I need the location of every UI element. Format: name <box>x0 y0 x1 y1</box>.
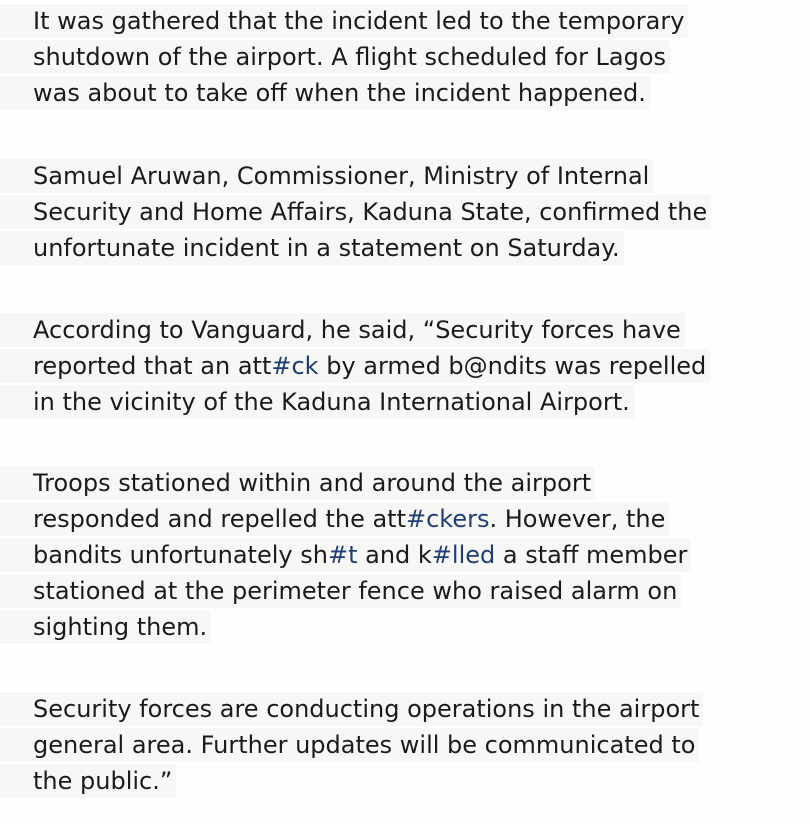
text-line: Security and Home Affairs, Kaduna State, confirmed the <box>0 195 711 229</box>
hashtag-link[interactable]: #t <box>327 541 358 569</box>
paragraph-ongoing-operations <box>0 692 810 800</box>
text-segment: bandits unfortunately sh <box>33 541 328 569</box>
text-line: the public.” <box>0 764 176 798</box>
text-line: unfortunate incident in a statement on Saturday. <box>0 231 624 265</box>
text-segment: a staff member <box>495 541 688 569</box>
text-line: It was gathered that the incident led to the temporary <box>0 4 688 38</box>
text-line: stationed at the perimeter fence who raised alarm on <box>0 574 681 608</box>
paragraph-airport-shutdown <box>0 4 810 112</box>
text-segment: and k <box>357 541 432 569</box>
hashtag-link[interactable]: #ck <box>271 352 319 380</box>
text-line: was about to take off when the incident happened. <box>0 76 650 110</box>
text-segment: responded and repelled the att <box>33 505 406 533</box>
text-line: sighting them. <box>0 610 211 644</box>
text-line: shutdown of the airport. A flight scheduled for Lagos <box>0 40 670 74</box>
text-line: in the vicinity of the Kaduna International Airport. <box>0 385 634 419</box>
text-line: Security forces are conducting operations in the airport <box>0 692 703 726</box>
text-segment: by armed b@ndits was repelled <box>318 352 707 380</box>
text-line: According to Vanguard, he said, “Security forces have <box>0 313 685 347</box>
paragraph-troops-response <box>0 466 810 646</box>
text-segment: . However, the <box>489 505 666 533</box>
text-segment: reported that an att <box>33 352 272 380</box>
text-line: general area. Further updates will be communicated to <box>0 728 699 762</box>
text-line <box>0 538 691 572</box>
text-line <box>0 502 669 536</box>
text-line <box>0 349 710 383</box>
hashtag-link[interactable]: #ckers <box>406 505 490 533</box>
text-line: Troops stationed within and around the airport <box>0 466 595 500</box>
hashtag-link[interactable]: #lled <box>431 541 496 569</box>
paragraph-vanguard-quote <box>0 313 810 421</box>
text-line: Samuel Aruwan, Commissioner, Ministry of Internal <box>0 159 653 193</box>
paragraph-commissioner-statement <box>0 159 810 267</box>
